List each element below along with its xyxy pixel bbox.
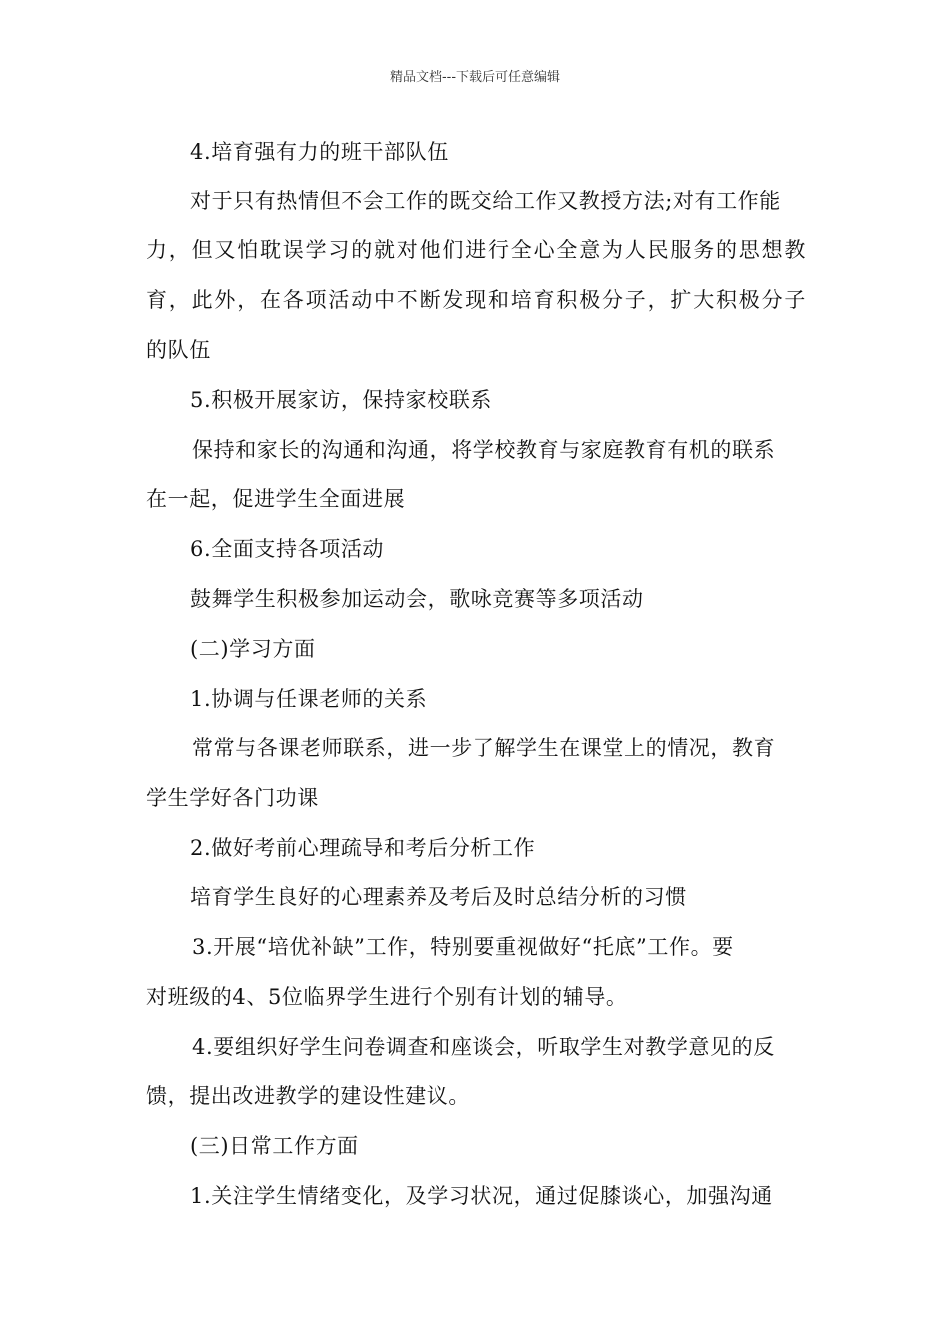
paragraph-line: 鼓舞学生积极参加运动会，歌咏竞赛等多项活动 — [190, 587, 644, 611]
paragraph-line: 常常与各课老师联系，进一步了解学生在课堂上的情况，教育 — [192, 736, 776, 760]
paragraph-line: 的队伍 — [146, 338, 211, 362]
paragraph-line: 保持和家长的沟通和沟通，将学校教育与家庭教育有机的联系 — [192, 438, 776, 462]
heading-1: 1.协调与任课老师的关系 — [190, 687, 428, 711]
page-header: 精品文档---下载后可任意编辑 — [389, 70, 561, 85]
heading-6: 6.全面支持各项活动 — [190, 537, 385, 561]
heading-5: 5.积极开展家访，保持家校联系 — [190, 388, 493, 412]
paragraph-line: 馈，提出改进教学的建设性建议。 — [146, 1084, 470, 1108]
section-heading-2: (二)学习方面 — [190, 637, 316, 661]
paragraph-line: 力，但又怕耽误学习的就对他们进行全心全意为人民服务的思想教 — [146, 238, 806, 262]
paragraph-line: 学生学好各门功课 — [146, 786, 319, 810]
paragraph-line: 培育学生良好的心理素养及考后及时总结分析的习惯 — [190, 885, 687, 909]
paragraph-line: 在一起，促进学生全面进展 — [146, 487, 406, 511]
paragraph-line: 对于只有热情但不会工作的既交给工作又教授方法;对有工作能 — [190, 189, 781, 213]
paragraph-line: 1.关注学生情绪变化，及学习状况，通过促膝谈心，加强沟通 — [190, 1184, 773, 1208]
heading-2: 2.做好考前心理疏导和考后分析工作 — [190, 836, 536, 860]
paragraph-line: 3.开展“培优补缺”工作，特别要重视做好“托底”工作。要 — [192, 935, 734, 959]
paragraph-line: 对班级的4、5位临界学生进行个别有计划的辅导。 — [146, 985, 628, 1009]
heading-4: 4.培育强有力的班干部队伍 — [190, 140, 449, 164]
section-heading-3: (三)日常工作方面 — [190, 1134, 359, 1158]
paragraph-line: 4.要组织好学生问卷调查和座谈会，听取学生对教学意见的反 — [192, 1035, 775, 1059]
paragraph-line: 育，此外，在各项活动中不断发现和培育积极分子，扩大积极分子 — [146, 288, 806, 312]
